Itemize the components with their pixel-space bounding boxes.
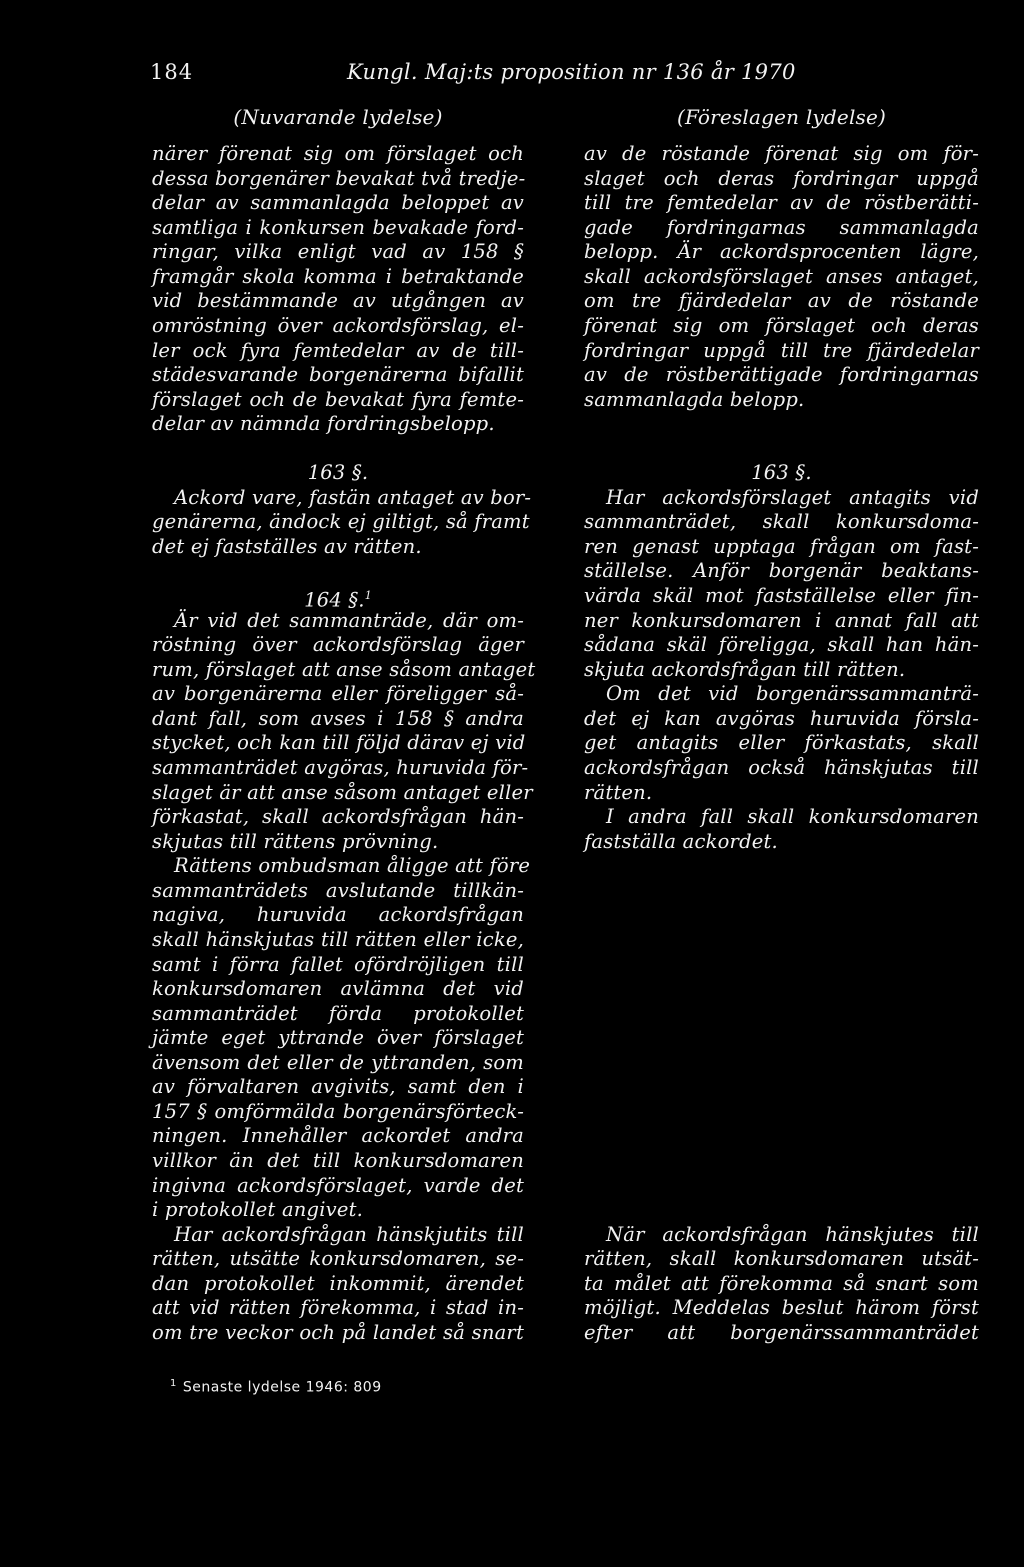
text-line: stycket, och kan till följd därav ej vid bbox=[152, 731, 526, 754]
text-line: förslaget och de bevakat fyra femte- bbox=[152, 388, 524, 411]
text-line: nagiva, huruvida ackordsfrågan bbox=[152, 903, 524, 926]
text-line: om tre fjärdedelar av de röstande bbox=[584, 289, 979, 312]
text-line: samtliga i konkursen bevakade ford- bbox=[152, 216, 524, 239]
text-line: sammanträdet, skall konkursdoma- bbox=[584, 510, 979, 533]
text-line: slaget är att anse såsom antaget eller bbox=[152, 781, 533, 804]
page-number: 184 bbox=[150, 60, 194, 84]
text-line: ringar, vilka enligt vad av 158 § bbox=[152, 240, 524, 263]
text-line: det ej kan avgöras huruvida försla- bbox=[584, 707, 979, 730]
text-line: skall hänskjutas till rätten eller icke, bbox=[152, 928, 524, 951]
text-line: delar av nämnda fordringsbelopp. bbox=[152, 412, 495, 435]
text-line: värda skäl mot fastställelse eller fin- bbox=[584, 584, 979, 607]
text-line: genärerna, ändock ej giltigt, så framt bbox=[152, 510, 530, 533]
text-line: Är vid det sammanträde, där om- bbox=[174, 609, 524, 632]
column-heading-current: (Nuvarande lydelse) bbox=[233, 105, 443, 129]
text-line: slaget och deras fordringar uppgå bbox=[584, 167, 979, 190]
text-line: I andra fall skall konkursdomaren bbox=[606, 805, 979, 828]
text-line: sammanträdets avslutande tillkän- bbox=[152, 879, 524, 902]
footnote-text: Senaste lydelse 1946: 809 bbox=[182, 1379, 382, 1396]
column-heading-proposed: (Föreslagen lydelse) bbox=[676, 105, 887, 129]
text-line: av de röstberättigade fordringarnas bbox=[584, 363, 979, 386]
section-heading-163: 163 §. bbox=[751, 461, 812, 484]
text-line: ingivna ackordsförslaget, varde det bbox=[152, 1174, 524, 1197]
text-line: ackordsfrågan också hänskjutas till bbox=[584, 756, 979, 779]
text-line: sammanträdet förda protokollet bbox=[152, 1002, 524, 1025]
section-number: 164 §. bbox=[304, 588, 365, 612]
text-line: rätten, utsätte konkursdomaren, se- bbox=[152, 1247, 524, 1270]
text-line: delar av sammanlagda beloppet av bbox=[152, 191, 524, 214]
text-line: skjutas till rättens prövning. bbox=[152, 830, 439, 853]
text-line: sammanträdet avgöras, huruvida för- bbox=[152, 756, 529, 779]
text-line: När ackordsfrågan hänskjutes till bbox=[606, 1223, 979, 1246]
text-line: Har ackordsfrågan hänskjutits till bbox=[174, 1223, 524, 1246]
text-line: sammanlagda belopp. bbox=[584, 388, 805, 411]
text-line: dessa borgenärer bevakat två tredje- bbox=[152, 167, 526, 190]
text-line: om tre veckor och på landet så snart bbox=[152, 1321, 524, 1344]
text-line: av borgenärerna eller föreligger så- bbox=[152, 682, 524, 705]
text-line: efter att borgenärssammanträdet bbox=[584, 1321, 979, 1344]
text-line: i protokollet angivet. bbox=[152, 1198, 364, 1221]
text-line: rätten, skall konkursdomaren utsät- bbox=[584, 1247, 979, 1270]
text-line: förkastat, skall ackordsfrågan hän- bbox=[152, 805, 524, 828]
text-line: ävensom det eller de yttranden, som bbox=[152, 1051, 524, 1074]
text-line: Har ackordsförslaget antagits vid bbox=[606, 486, 979, 509]
text-line: rum, förslaget att anse såsom antaget bbox=[152, 658, 536, 681]
footnote bbox=[170, 1378, 382, 1396]
text-line: det ej fastställes av rätten. bbox=[152, 535, 422, 558]
text-line: villkor än det till konkursdomaren bbox=[152, 1149, 524, 1172]
text-line: av förvaltaren avgivits, samt den i bbox=[152, 1075, 524, 1098]
document-title: Kungl. Maj:ts proposition nr 136 år 1970 bbox=[347, 60, 796, 84]
text-line: gade fordringarnas sammanlagda bbox=[584, 216, 979, 239]
text-line: Ackord vare, fastän antaget av bor- bbox=[174, 486, 532, 509]
text-line: ren genast upptaga frågan om fast- bbox=[584, 535, 979, 558]
text-line: att vid rätten förekomma, i stad in- bbox=[152, 1296, 524, 1319]
text-line: av de röstande förenat sig om för- bbox=[584, 142, 979, 165]
text-line: möjligt. Meddelas beslut härom först bbox=[584, 1296, 979, 1319]
text-line: förenat sig om förslaget och deras bbox=[584, 314, 979, 337]
text-line: framgår skola komma i betraktande bbox=[152, 265, 524, 288]
text-line: ler ock fyra femtedelar av de till- bbox=[152, 339, 524, 362]
text-line: närer förenat sig om förslaget och bbox=[152, 142, 524, 165]
text-line: belopp. Är ackordsprocenten lägre, bbox=[584, 240, 979, 263]
text-line: fordringar uppgå till tre fjärdedelar bbox=[584, 339, 979, 362]
text-line: röstning över ackordsförslag äger bbox=[152, 633, 524, 656]
text-line: get antagits eller förkastats, skall bbox=[584, 731, 979, 754]
text-line: ningen. Innehåller ackordet andra bbox=[152, 1124, 524, 1147]
text-line: fastställa ackordet. bbox=[584, 830, 778, 853]
text-line: rätten. bbox=[584, 781, 653, 804]
text-line: till tre femtedelar av de röstberätti- bbox=[584, 191, 979, 214]
text-line: skall ackordsförslaget anses antaget, bbox=[584, 265, 979, 288]
text-line: konkursdomaren avlämna det vid bbox=[152, 977, 524, 1000]
text-line: vid bestämmande av utgången av bbox=[152, 289, 524, 312]
text-line: 157 § omförmälda borgenärsförteck- bbox=[152, 1100, 524, 1123]
text-line: Rättens ombudsman åligge att före bbox=[174, 854, 531, 877]
text-line: dan protokollet inkommit, ärendet bbox=[152, 1272, 524, 1295]
text-line: städesvarande borgenärerna bifallit bbox=[152, 363, 524, 386]
text-line: dant fall, som avses i 158 § andra bbox=[152, 707, 524, 730]
text-line: ta målet att förekomma så snart som bbox=[584, 1272, 979, 1295]
footnote-mark: 1 bbox=[364, 589, 372, 602]
text-line: omröstning över ackordsförslag, el- bbox=[152, 314, 524, 337]
text-line: Om det vid borgenärssammanträ- bbox=[606, 682, 979, 705]
text-line: sådana skäl föreligga, skall han hän- bbox=[584, 633, 979, 656]
text-line: samt i förra fallet ofördröjligen till bbox=[152, 953, 524, 976]
text-line: jämte eget yttrande över förslaget bbox=[152, 1026, 524, 1049]
text-line: ställelse. Anför borgenär beaktans- bbox=[584, 559, 979, 582]
text-line: skjuta ackordsfrågan till rätten. bbox=[584, 658, 906, 681]
section-heading-163: 163 §. bbox=[307, 461, 369, 484]
footnote-mark: 1 bbox=[170, 1378, 177, 1389]
text-line: ner konkursdomaren i annat fall att bbox=[584, 609, 979, 632]
